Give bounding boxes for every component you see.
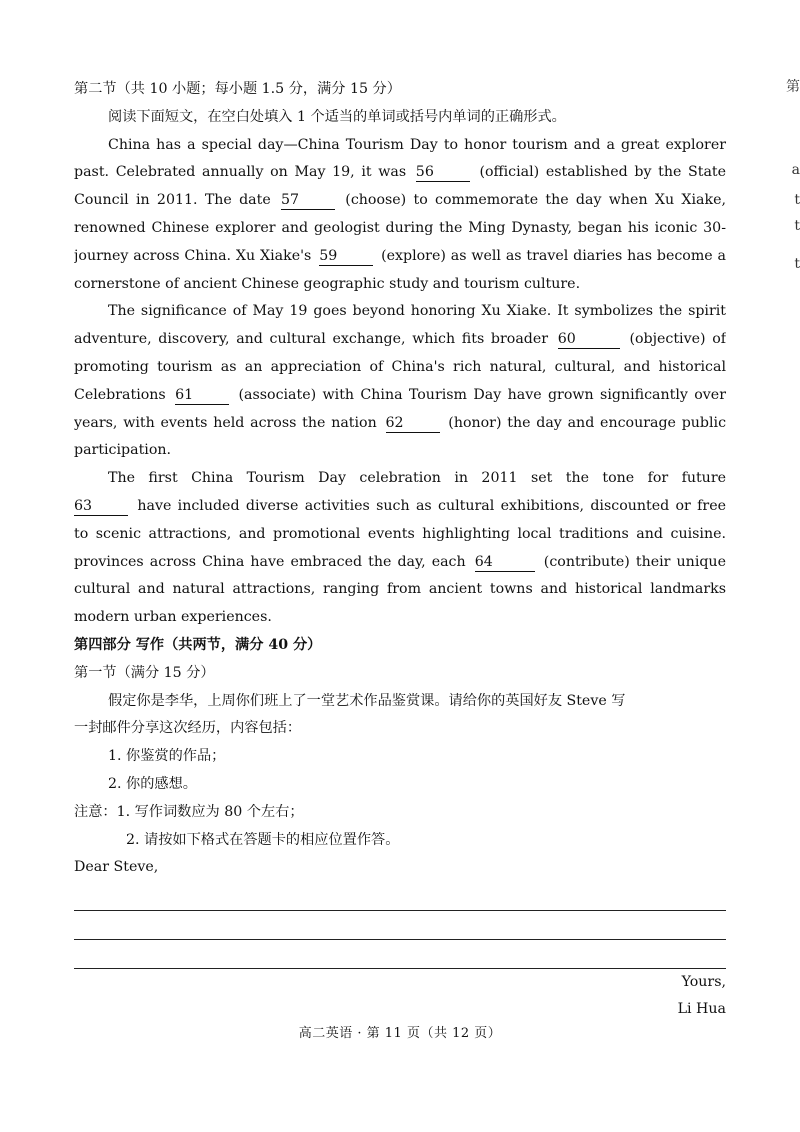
part4-heading: 第四部分 写作（共两节，满分 40 分） — [74, 636, 322, 653]
passage-p2-line3: promoting tourism as an appreciation of China's rich natural, cultural, and historical — [74, 358, 726, 375]
passage-p1-line5 — [74, 243, 726, 271]
part4-section1: 第一节（满分 15 分） — [74, 664, 215, 681]
passage-text: (contribute) their unique — [543, 553, 726, 570]
section2-instruction: 阅读下面短文，在空白处填入 1 个适当的单词或括号内单词的正确形式。 — [108, 108, 566, 125]
answer-line-2[interactable] — [74, 911, 726, 940]
passage-p3-line2 — [74, 493, 726, 521]
blank-60[interactable]: 60 — [558, 330, 620, 349]
passage-text: (objective) of — [629, 331, 726, 348]
passage-p2-line1: The significance of May 19 goes beyond honoring Xu Xiake. It symbolizes the spirit — [108, 303, 726, 320]
writing-item-1: 1. 你鉴赏的作品； — [108, 748, 226, 765]
answer-line-1[interactable] — [74, 882, 726, 911]
passage-text: (choose) to commemorate the day when Xu Xiake, — [345, 192, 726, 209]
passage-p1-line6: cornerstone of ancient Chinese geographic study and tourism culture. — [74, 275, 581, 292]
blank-56[interactable]: 56 — [416, 163, 470, 182]
passage-text: provinces across China have embraced the day, each — [74, 553, 466, 570]
blank-59[interactable]: 59 — [319, 247, 373, 266]
margin-fragment: t — [794, 192, 800, 208]
passage-text: past. Celebrated annually on May 19, it was — [74, 164, 407, 181]
blank-57[interactable]: 57 — [281, 191, 335, 210]
blank-62[interactable]: 62 — [386, 414, 440, 433]
blank-64[interactable]: 64 — [475, 553, 535, 572]
writing-note-1: 注意：1. 写作词数应为 80 个左右； — [74, 803, 304, 820]
section2-heading: 第二节（共 10 小题；每小题 1.5 分，满分 15 分） — [74, 81, 401, 97]
blank-63[interactable]: 63 — [74, 497, 128, 516]
writing-prompt-line1: 假定你是李华，上周你们班上了一堂艺术作品鉴赏课。请给你的英国好友 Steve 写 — [108, 692, 626, 709]
passage-p3-line6: modern urban experiences. — [74, 609, 272, 626]
passage-p2-line5 — [74, 410, 726, 438]
passage-p3-line5 — [74, 576, 726, 604]
passage-text: (explore) as well as travel diaries has become a — [381, 247, 726, 264]
margin-fragment: a — [791, 162, 800, 178]
writing-item-2: 2. 你的感想。 — [108, 775, 197, 792]
passage-p1-line2 — [74, 159, 726, 187]
letter-closing: Yours, — [681, 973, 726, 990]
letter-greeting: Dear Steve, — [74, 859, 159, 876]
passage-text: (associate) with China Tourism Day have grown significantly over — [238, 386, 726, 403]
passage-text: (honor) the day and encourage public — [448, 414, 726, 431]
passage-p3-line1: The first China Tourism Day celebration in 2011 set the tone for future — [108, 470, 726, 487]
passage-text: Celebrations — [74, 386, 166, 403]
writing-prompt-line2: 一封邮件分享这次经历，内容包括： — [74, 720, 302, 737]
margin-fragment: 第 — [786, 79, 800, 95]
passage-text: years, with events held across the nation — [74, 414, 377, 431]
page-footer: 高二英语 · 第 11 页（共 12 页） — [298, 1026, 502, 1041]
passage-text: Council in 2011. The date — [74, 192, 271, 209]
passage-p2-line6: participation. — [74, 442, 172, 459]
passage-p1-line1: China has a special day—China Tourism Day to honor tourism and a great explorer — [108, 136, 726, 153]
passage-p1-line4: renowned Chinese explorer and geologist during the Ming Dynasty, began his iconic 30- — [74, 219, 726, 236]
passage-text: adventure, discovery, and cultural exchange, which fits broader — [74, 331, 549, 348]
margin-fragment: t — [794, 256, 800, 272]
passage-p2-line4 — [74, 382, 726, 410]
letter-signature: Li Hua — [677, 1001, 726, 1018]
passage-p3-line4 — [74, 549, 726, 577]
passage-text: cultural and natural attractions, ranging from ancient towns and historical landmarks — [74, 581, 726, 598]
passage-text: journey across China. Xu Xiake's — [74, 247, 312, 264]
answer-line-3[interactable] — [74, 940, 726, 969]
passage-p1-line3 — [74, 187, 726, 215]
writing-note-2: 2. 请按如下格式在答题卡的相应位置作答。 — [126, 831, 400, 848]
passage-text: have included diverse activities such as cultural exhibitions, discounted or free — [137, 497, 726, 514]
exam-page — [74, 76, 726, 1024]
margin-fragment: t — [794, 218, 800, 234]
blank-61[interactable]: 61 — [175, 386, 229, 405]
passage-p3-line3: to scenic attractions, and promotional events highlighting local traditions and cuisine. — [74, 525, 726, 542]
passage-text: (official) established by the State — [479, 164, 726, 181]
passage-p2-line2 — [74, 326, 726, 354]
